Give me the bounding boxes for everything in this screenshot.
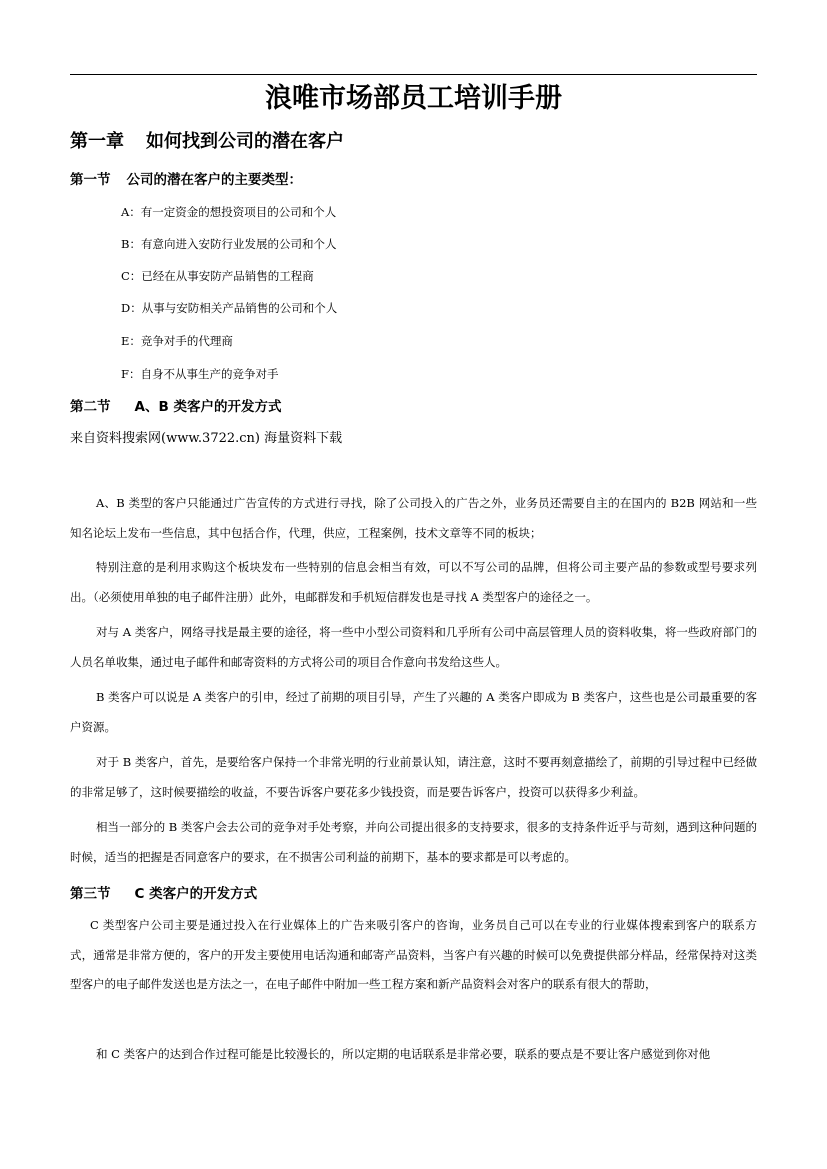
section-2-label: 第二节 bbox=[70, 399, 111, 415]
paragraph: 特别注意的是利用求购这个板块发布一些特别的信息会相当有效，可以不写公司的品牌，但将公司主要产品的参数或型号要求列出。（必须使用单独的电子邮件注册）此外，电邮群发和手机短信群发也是寻找 A 类型客户的途径之一。 bbox=[70, 560, 757, 604]
paragraph: B 类客户可以说是 A 类客户的引申，经过了前期的项目引导，产生了兴趣的 A 类客户即成为 B 类客户，这些也是公司最重要的客户资源。 bbox=[70, 690, 757, 734]
source-line: 来自资料搜索网(www.3722.cn) 海量资料下载 bbox=[70, 431, 343, 446]
section-2-heading bbox=[70, 397, 281, 417]
list-item: C：已经在从事安防产品销售的工程商 bbox=[121, 269, 314, 283]
list-item: F：自身不从事生产的竞争对手 bbox=[121, 367, 279, 381]
document-title: 浪唯市场部员工培训手册 bbox=[265, 83, 562, 114]
section-2-title: A、B 类客户的开发方式 bbox=[134, 399, 282, 415]
section-1-label: 第一节 bbox=[70, 172, 111, 188]
paragraph: C 类型客户公司主要是通过投入在行业媒体上的广告来吸引客户的咨询，业务员自己可以在专业的行业媒体搜索到客户的联系方式，通常是非常方便的，客户的开发主要使用电话沟通和邮寄产品资料，当客户有兴趣的时候可以免费提供部分样品，经常保持对这类型客户的电子邮件发送也是方法之一，在电子邮件中附加一些工程方案和新产品资料会对客户的联系有很大的帮助， bbox=[70, 918, 757, 991]
paragraph: A、B 类型的客户只能通过广告宣传的方式进行寻找，除了公司投入的广告之外，业务员还需要自主的在国内的 B2B 网站和一些知名论坛上发布一些信息，其中包括合作，代理，供应，工程案例，技术文章等不同的板块； bbox=[70, 496, 757, 540]
section-3-heading bbox=[70, 884, 257, 904]
header-rule bbox=[70, 74, 757, 75]
list-item: B：有意向进入安防行业发展的公司和个人 bbox=[121, 237, 337, 251]
section-1-title: 公司的潜在客户的主要类型： bbox=[126, 172, 302, 188]
section-1-heading bbox=[70, 170, 302, 190]
list-item: E：竞争对手的代理商 bbox=[121, 334, 233, 348]
section-3-label: 第三节 bbox=[70, 886, 111, 902]
chapter-label: 第一章 bbox=[70, 131, 124, 152]
paragraph: 和 C 类客户的达到合作过程可能是比较漫长的，所以定期的电话联系是非常必要，联系的要点是不要让客户感觉到你对他 bbox=[96, 1047, 711, 1061]
chapter-title: 如何找到公司的潜在客户 bbox=[146, 131, 344, 152]
paragraph: 相当一部分的 B 类客户会去公司的竞争对手处考察，并向公司提出很多的支持要求，很多的支持条件近乎与苛刻，遇到这种问题的时候，适当的把握是否同意客户的要求，在不损害公司利益的前期下，基本的要求都是可以考虑的。 bbox=[70, 820, 757, 864]
paragraph: 对与 A 类客户，网络寻找是最主要的途径，将一些中小型公司资料和几乎所有公司中高层管理人员的资料收集，将一些政府部门的人员名单收集，通过电子邮件和邮寄资料的方式将公司的项目合作意向书发给这些人。 bbox=[70, 625, 757, 669]
paragraph: 对于 B 类客户，首先，是要给客户保持一个非常光明的行业前景认知，请注意，这时不要再刻意描绘了，前期的引导过程中已经做的非常足够了，这时候要描绘的收益，不要告诉客户要花多少钱投资，而是要告诉客户，投资可以获得多少利益。 bbox=[70, 755, 757, 799]
chapter-heading bbox=[70, 129, 344, 155]
section-3-title: C 类客户的开发方式 bbox=[134, 886, 258, 902]
list-item: A：有一定资金的想投资项目的公司和个人 bbox=[121, 205, 337, 219]
list-item: D：从事与安防相关产品销售的公司和个人 bbox=[121, 301, 338, 315]
